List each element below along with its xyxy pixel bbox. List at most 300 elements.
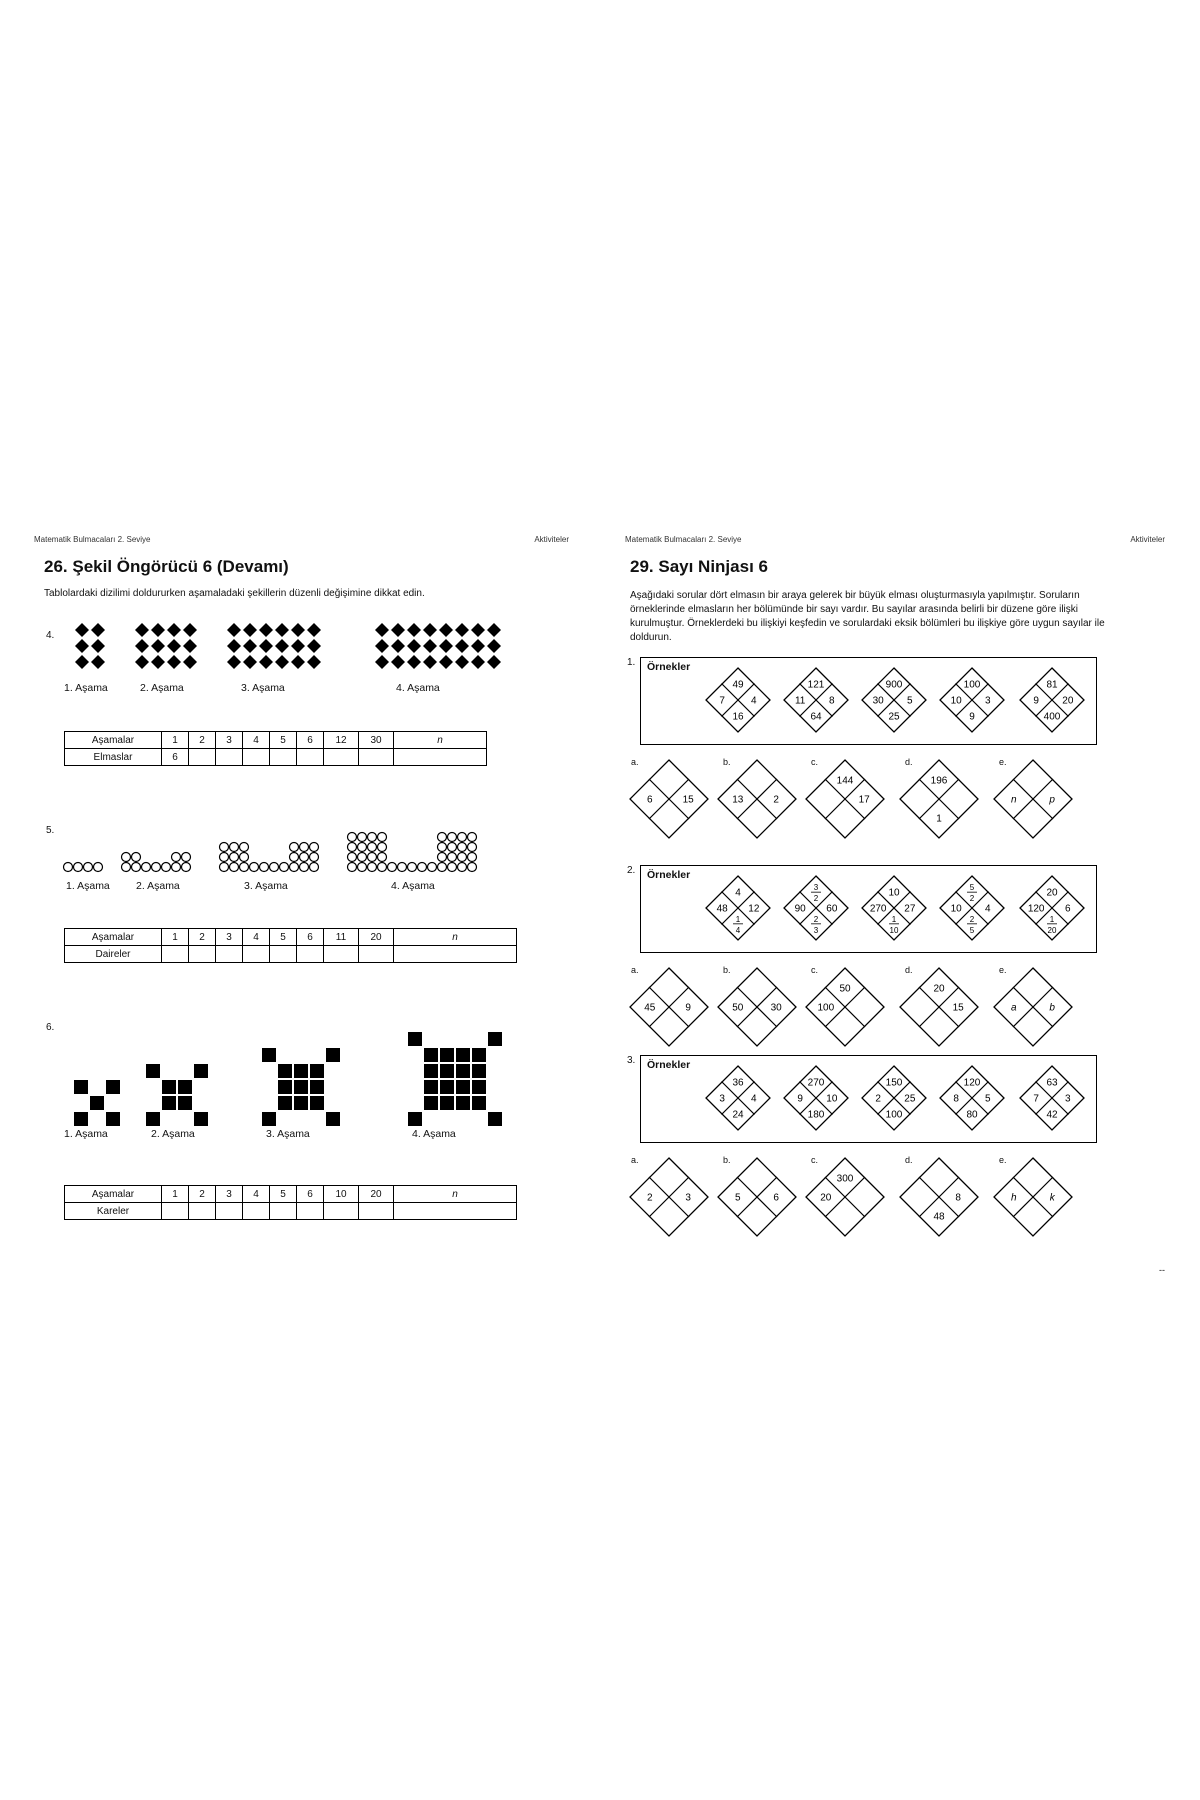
p4-pattern-table [64, 731, 487, 766]
value-top-numerator: 3 [813, 883, 819, 893]
circle-stage-4 [378, 853, 387, 862]
section-2-example-diamond-1 [705, 875, 771, 941]
section-1-question-2-letter: b. [723, 757, 731, 767]
square-stage-1 [74, 1112, 88, 1126]
section-1-question-diamond-3[interactable] [805, 759, 885, 839]
circle-stage-4 [468, 853, 477, 862]
value-right: 8 [955, 1192, 961, 1204]
square-stage-1 [106, 1112, 120, 1126]
p6-stage-label-2: 2. Aşama [151, 1128, 195, 1140]
left-page [34, 535, 574, 1275]
p6-cell[interactable] [162, 1203, 189, 1220]
diamond-stage-1 [75, 623, 89, 637]
section-3-question-1-letter: a. [631, 1155, 639, 1165]
circle-stage-1 [94, 863, 103, 872]
p6-col: 1 [162, 1186, 189, 1203]
p5-col: 2 [189, 929, 216, 946]
value-left: 13 [732, 794, 744, 806]
diamond-stage-4 [439, 655, 453, 669]
diamond-stage-1 [91, 655, 105, 669]
diamond-stage-3 [243, 623, 257, 637]
section-1-example-diamond-1 [705, 667, 771, 733]
p5-stage-label-2: 2. Aşama [136, 880, 180, 892]
circle-stage-2 [122, 863, 131, 872]
circle-stage-3 [280, 863, 289, 872]
value-top: 20 [933, 983, 945, 995]
diamond-stage-4 [375, 623, 389, 637]
p5-cell[interactable] [243, 946, 270, 963]
diamond-stage-2 [135, 639, 149, 653]
circle-stage-4 [368, 853, 377, 862]
section-3-example-diamond-2 [783, 1065, 849, 1131]
square-stage-4 [472, 1080, 486, 1094]
section-2-question-3-letter: c. [811, 965, 819, 975]
value-bottom-denominator: 3 [813, 925, 819, 935]
circle-stage-4 [358, 863, 367, 872]
circle-stage-4 [448, 833, 457, 842]
value-bottom-denominator: 20 [1047, 925, 1057, 935]
circle-stage-3 [290, 843, 299, 852]
circle-stage-4 [458, 853, 467, 862]
diamond-stage-3 [259, 623, 273, 637]
diamond-stage-4 [439, 623, 453, 637]
value-right: 5 [907, 695, 913, 707]
value-right: 8 [829, 695, 835, 707]
square-stage-4 [424, 1096, 438, 1110]
section-1-question-diamond-1[interactable] [629, 759, 709, 839]
diamond-stage-3 [227, 639, 241, 653]
p4-cell[interactable] [359, 749, 394, 766]
value-left: 50 [732, 1002, 744, 1014]
left-page-instructions: Tablolardaki dizilimi doldururken aşamaladaki şekillerin düzenli değişimine dikkat edin. [44, 588, 425, 599]
square-stage-4 [408, 1112, 422, 1126]
diamond-stage-2 [167, 639, 181, 653]
section-1-question-3-letter: c. [811, 757, 819, 767]
right-header-section: Aktiviteler [1130, 535, 1165, 544]
p6-col: 3 [216, 1186, 243, 1203]
square-stage-4 [456, 1048, 470, 1062]
page-corner-mark: -- [1159, 1265, 1165, 1275]
p5-col: 5 [270, 929, 297, 946]
section-3-example-diamond-5 [1019, 1065, 1085, 1131]
circle-stage-4 [438, 853, 447, 862]
circle-stage-4 [348, 863, 357, 872]
value-bottom-denominator: 10 [889, 925, 899, 935]
diamond-stage-2 [167, 623, 181, 637]
section-2-question-diamond-3[interactable] [805, 967, 885, 1047]
circle-stage-2 [132, 863, 141, 872]
diamond-stage-2 [151, 655, 165, 669]
circle-stage-2 [162, 863, 171, 872]
section-1-question-5-letter: e. [999, 757, 1007, 767]
circle-stage-3 [240, 843, 249, 852]
value-bottom: 24 [732, 1109, 744, 1121]
section-3-question-3-letter: c. [811, 1155, 819, 1165]
circle-stage-3 [230, 853, 239, 862]
value-top: 121 [807, 679, 825, 691]
value-right: b [1049, 1002, 1055, 1014]
p5-row1-label: Aşamalar [65, 929, 162, 946]
circle-stage-4 [438, 843, 447, 852]
square-stage-4 [456, 1080, 470, 1094]
circle-stage-3 [300, 853, 309, 862]
circle-stage-4 [448, 863, 457, 872]
p5-cell[interactable] [297, 946, 324, 963]
circle-stage-4 [358, 833, 367, 842]
square-stage-4 [488, 1112, 502, 1126]
p6-col: 20 [359, 1186, 394, 1203]
circle-stage-2 [132, 853, 141, 862]
value-left: 2 [875, 1093, 881, 1105]
value-left: 45 [644, 1002, 656, 1014]
value-right: 3 [1065, 1093, 1071, 1105]
left-header-book: Matematik Bulmacaları 2. Seviye [34, 535, 151, 544]
circle-stage-4 [348, 833, 357, 842]
diamond-stage-4 [455, 655, 469, 669]
section-3-question-diamond-2[interactable] [717, 1157, 797, 1237]
value-bottom-denominator: 4 [735, 925, 741, 935]
circle-stage-4 [448, 853, 457, 862]
diamond-stage-2 [151, 623, 165, 637]
circle-stage-3 [240, 863, 249, 872]
circle-stage-2 [152, 863, 161, 872]
section-3-question-diamond-4[interactable] [899, 1157, 979, 1237]
value-right: 20 [1062, 695, 1074, 707]
circle-stage-4 [348, 843, 357, 852]
section-1-question-diamond-5[interactable] [993, 759, 1073, 839]
left-header-section: Aktiviteler [534, 535, 569, 544]
value-bottom: 80 [966, 1109, 978, 1121]
value-right: 4 [751, 1093, 757, 1105]
section-3-question-diamond-1[interactable] [629, 1157, 709, 1237]
square-stage-3 [310, 1080, 324, 1094]
section-3-example-diamond-3 [861, 1065, 927, 1131]
diamond-stage-3 [291, 639, 305, 653]
p5-cell[interactable] [324, 946, 359, 963]
p5-col: 6 [297, 929, 324, 946]
square-stage-4 [424, 1080, 438, 1094]
diamond-stage-3 [275, 623, 289, 637]
section-2-question-diamond-4[interactable] [899, 967, 979, 1047]
section-3-question-2-letter: b. [723, 1155, 731, 1165]
value-left: 10 [950, 695, 962, 707]
section-2-example-diamond-3 [861, 875, 927, 941]
p6-cell[interactable] [394, 1203, 517, 1220]
diamond-stage-4 [471, 639, 485, 653]
p5-cell[interactable] [394, 946, 517, 963]
value-right: 17 [858, 794, 870, 806]
circle-stage-3 [310, 853, 319, 862]
value-top: 196 [930, 775, 948, 787]
circle-stage-4 [468, 833, 477, 842]
value-top: 120 [963, 1077, 981, 1089]
right-page-instructions: Aşağıdaki sorular dört elmasın bir araya gelerek bir büyük elması oluşturmasıyla yapılmıştır. Soruların örneklerinde elmasların her bölümünde bir sayı vardır. Bu sayılar arasında belirli bir düzene göre ilişki kurulmuştur. Örneklerdeki bu ilişkiyi keşfedin ve sorulardaki eksik bölümleri bu ilişkiye göre uygun sayılar ile doldurun. [630, 590, 1105, 643]
diamond-stage-3 [307, 639, 321, 653]
section-3-number: 3. [627, 1055, 636, 1066]
circle-stage-4 [458, 833, 467, 842]
value-left: 7 [1033, 1093, 1039, 1105]
p6-pattern-table [64, 1185, 517, 1220]
value-bottom: 64 [810, 711, 822, 723]
diamond-stage-3 [275, 639, 289, 653]
value-right: 60 [826, 903, 838, 915]
right-header-book: Matematik Bulmacaları 2. Seviye [625, 535, 742, 544]
p5-stage-label-1: 1. Aşama [66, 880, 110, 892]
square-stage-1 [74, 1080, 88, 1094]
value-right: 27 [904, 903, 916, 915]
square-stage-2 [194, 1112, 208, 1126]
section-2-question-4-letter: d. [905, 965, 913, 975]
square-stage-3 [294, 1080, 308, 1094]
square-stage-3 [278, 1080, 292, 1094]
p4-col: 6 [297, 732, 324, 749]
p6-cell[interactable] [270, 1203, 297, 1220]
diamond-stage-2 [135, 655, 149, 669]
diamond-stage-4 [391, 655, 405, 669]
square-stage-2 [162, 1080, 176, 1094]
diamond-stage-4 [407, 623, 421, 637]
value-right: 25 [904, 1093, 916, 1105]
circle-stage-2 [122, 853, 131, 862]
value-top: 10 [888, 887, 900, 899]
square-stage-2 [194, 1064, 208, 1078]
diamond-stage-4 [455, 623, 469, 637]
left-page-title: 26. Şekil Öngörücü 6 (Devamı) [44, 557, 289, 576]
p6-col: 2 [189, 1186, 216, 1203]
square-stage-4 [456, 1096, 470, 1110]
p6-stage-label-3: 3. Aşama [266, 1128, 310, 1140]
p6-cell[interactable] [359, 1203, 394, 1220]
p6-stage-label-4: 4. Aşama [412, 1128, 456, 1140]
diamond-stage-2 [183, 623, 197, 637]
diamond-stage-1 [91, 623, 105, 637]
p5-cell[interactable] [359, 946, 394, 963]
p5-stage-label-3: 3. Aşama [244, 880, 288, 892]
value-right: 3 [685, 1192, 691, 1204]
square-stage-4 [440, 1096, 454, 1110]
circle-stage-3 [270, 863, 279, 872]
square-stage-3 [326, 1112, 340, 1126]
value-top: 20 [1046, 887, 1058, 899]
value-top-numerator: 5 [969, 883, 975, 893]
circle-stage-4 [438, 833, 447, 842]
section-2-question-diamond-2[interactable] [717, 967, 797, 1047]
diamond-stage-4 [423, 655, 437, 669]
square-stage-3 [278, 1096, 292, 1110]
section-1-question-diamond-4[interactable] [899, 759, 979, 839]
p4-col: 1 [162, 732, 189, 749]
diamond-stage-2 [135, 623, 149, 637]
p4-stage-label-2: 2. Aşama [140, 682, 184, 694]
section-2-question-1-letter: a. [631, 965, 639, 975]
p6-cell[interactable] [297, 1203, 324, 1220]
diamond-stage-2 [183, 639, 197, 653]
diamond-stage-3 [291, 655, 305, 669]
circle-stage-4 [358, 843, 367, 852]
square-stage-4 [472, 1064, 486, 1078]
value-top-denominator: 2 [813, 894, 819, 904]
value-right: 6 [773, 1192, 779, 1204]
p4-col-n: n [394, 732, 487, 749]
value-bottom-numerator: 1 [891, 914, 897, 924]
right-page-title: 29. Sayı Ninjası 6 [630, 557, 768, 576]
square-stage-4 [408, 1032, 422, 1046]
p6-row1-label: Aşamalar [65, 1186, 162, 1203]
p4-cell[interactable] [189, 749, 216, 766]
square-stage-4 [440, 1080, 454, 1094]
value-top-denominator: 2 [969, 894, 975, 904]
value-left: 3 [719, 1093, 725, 1105]
value-left: 2 [647, 1192, 653, 1204]
section-1-question-diamond-2[interactable] [717, 759, 797, 839]
p6-cell[interactable] [243, 1203, 270, 1220]
section-2-question-2-letter: b. [723, 965, 731, 975]
circle-stage-4 [368, 833, 377, 842]
value-bottom-numerator: 2 [813, 914, 819, 924]
p4-stage-label-1: 1. Aşama [64, 682, 108, 694]
p6-table-header-row [65, 1186, 517, 1203]
square-stage-4 [424, 1048, 438, 1062]
diamond-stage-1 [75, 655, 89, 669]
square-stage-2 [146, 1112, 160, 1126]
p4-col: 12 [324, 732, 359, 749]
value-top: 900 [885, 679, 903, 691]
circle-stage-3 [300, 863, 309, 872]
right-page [625, 535, 1165, 1275]
diamond-stage-3 [259, 655, 273, 669]
circle-stage-4 [418, 863, 427, 872]
value-left: 9 [797, 1093, 803, 1105]
value-left: 10 [950, 903, 962, 915]
p4-cell[interactable] [324, 749, 359, 766]
p4-cell[interactable] [394, 749, 487, 766]
value-right: 3 [985, 695, 991, 707]
p5-cell[interactable] [216, 946, 243, 963]
diamond-stage-3 [275, 655, 289, 669]
circle-stage-1 [84, 863, 93, 872]
value-left: 5 [735, 1192, 741, 1204]
p4-cell[interactable] [297, 749, 324, 766]
circle-stage-3 [230, 863, 239, 872]
diamond-stage-4 [471, 655, 485, 669]
circle-stage-4 [458, 843, 467, 852]
square-stage-3 [262, 1048, 276, 1062]
circle-stage-3 [240, 853, 249, 862]
section-3-question-5-letter: e. [999, 1155, 1007, 1165]
p5-col: 3 [216, 929, 243, 946]
section-2-question-diamond-1[interactable] [629, 967, 709, 1047]
diamond-stage-1 [75, 639, 89, 653]
diamond-stage-4 [375, 639, 389, 653]
p4-col: 30 [359, 732, 394, 749]
circle-stage-2 [182, 853, 191, 862]
value-right: 30 [770, 1002, 782, 1014]
circle-stage-3 [260, 863, 269, 872]
circle-stage-2 [182, 863, 191, 872]
p4-col: 2 [189, 732, 216, 749]
p5-cell[interactable] [270, 946, 297, 963]
p5-col: 4 [243, 929, 270, 946]
p4-table-header-row [65, 732, 487, 749]
square-stage-4 [472, 1096, 486, 1110]
section-1-question-4-letter: d. [905, 757, 913, 767]
diamond-stage-3 [227, 655, 241, 669]
section-2-example-diamond-4 [939, 875, 1005, 941]
circle-stage-3 [310, 843, 319, 852]
p4-cell[interactable]: 6 [162, 749, 189, 766]
section-3-question-diamond-5[interactable] [993, 1157, 1073, 1237]
section-1-examples-label: Örnekler [647, 661, 691, 673]
square-pattern-figure [34, 1010, 574, 1135]
p4-cell[interactable] [216, 749, 243, 766]
p5-cell[interactable] [189, 946, 216, 963]
diamond-stage-3 [259, 639, 273, 653]
p5-table-header-row [65, 929, 517, 946]
square-stage-4 [472, 1048, 486, 1062]
diamond-stage-3 [227, 623, 241, 637]
section-3-question-diamond-3[interactable] [805, 1157, 885, 1237]
diamond-stage-1 [91, 639, 105, 653]
circle-stage-4 [378, 833, 387, 842]
value-bottom: 100 [885, 1109, 903, 1121]
diamond-stage-4 [455, 639, 469, 653]
square-stage-2 [178, 1080, 192, 1094]
square-stage-4 [488, 1032, 502, 1046]
section-2-question-diamond-5[interactable] [993, 967, 1073, 1047]
value-right: 4 [985, 903, 991, 915]
value-right: 9 [685, 1002, 691, 1014]
section-1-example-diamond-2 [783, 667, 849, 733]
section-2-example-diamond-5 [1019, 875, 1085, 941]
p4-table-value-row [65, 749, 487, 766]
p4-cell[interactable] [243, 749, 270, 766]
value-right: 15 [682, 794, 694, 806]
square-stage-2 [178, 1096, 192, 1110]
section-2-question-5-letter: e. [999, 965, 1007, 975]
value-right: 10 [826, 1093, 838, 1105]
square-stage-3 [294, 1064, 308, 1078]
p5-pattern-table [64, 928, 517, 963]
square-stage-2 [162, 1096, 176, 1110]
value-right: p [1049, 794, 1055, 806]
circle-stage-4 [438, 863, 447, 872]
square-stage-3 [310, 1096, 324, 1110]
value-top: 36 [732, 1077, 744, 1089]
value-bottom: 25 [888, 711, 900, 723]
circle-stage-2 [172, 853, 181, 862]
diamond-stage-4 [391, 623, 405, 637]
diamond-stage-4 [391, 639, 405, 653]
square-stage-4 [456, 1064, 470, 1078]
p6-table-value-row [65, 1203, 517, 1220]
value-top: 300 [836, 1173, 854, 1185]
value-left: 30 [872, 695, 884, 707]
p6-cell[interactable] [189, 1203, 216, 1220]
section-2-number: 2. [627, 865, 636, 876]
value-bottom: 180 [807, 1109, 825, 1121]
p4-col: 4 [243, 732, 270, 749]
p6-row2-label: Kareler [65, 1203, 162, 1220]
value-top: 270 [807, 1077, 825, 1089]
p4-row2-label: Elmaslar [65, 749, 162, 766]
value-left: 20 [820, 1192, 832, 1204]
p5-cell[interactable] [162, 946, 189, 963]
p4-cell[interactable] [270, 749, 297, 766]
value-right: 4 [751, 695, 757, 707]
value-top: 63 [1046, 1077, 1058, 1089]
p6-cell[interactable] [216, 1203, 243, 1220]
p6-cell[interactable] [324, 1203, 359, 1220]
